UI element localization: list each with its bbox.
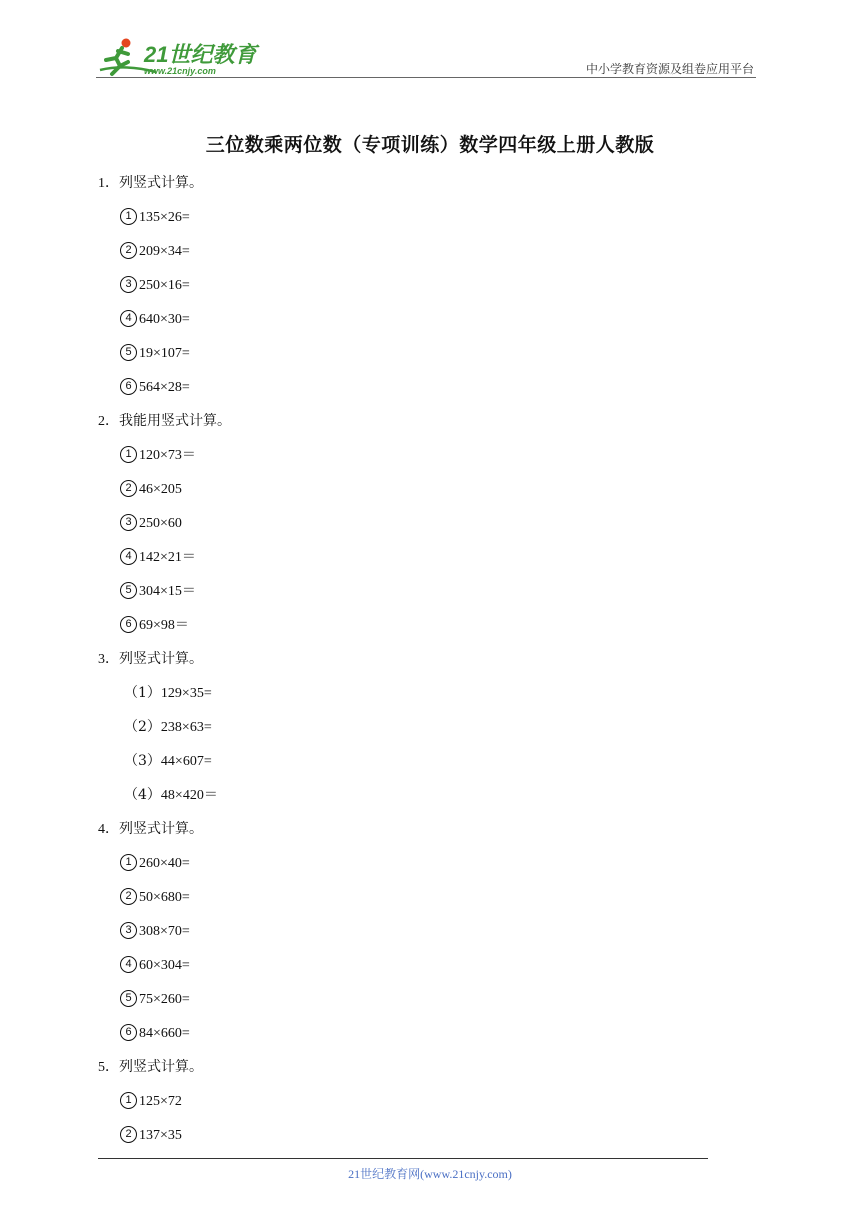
problem-item [98,783,718,817]
problem-expression: 209×34= [139,244,190,259]
problem-expression: 75×260= [139,992,190,1007]
footer-text: 21世纪教育网(www.21cnjy.com) [348,1167,512,1181]
question-heading [98,409,718,443]
problem-item [98,885,718,919]
question-prompt: 列竖式计算。 [119,175,203,191]
circled-number: 2 [120,888,137,905]
problem-expression: 84×660= [139,1026,190,1041]
question-heading [98,1055,718,1089]
circled-number: 5 [120,990,137,1007]
problem-expression: 308×70= [139,924,190,939]
circled-number: 5 [120,582,137,599]
circled-number: 2 [120,242,137,259]
problem-item [98,273,718,307]
problem-expression: 564×28= [139,380,190,395]
circled-number: 4 [120,956,137,973]
problem-item [98,341,718,375]
circled-number: 5 [120,344,137,361]
item-number: （4） [124,787,161,803]
problem-item [98,613,718,647]
problem-expression: 50×680= [139,890,190,905]
item-number: （1） [124,685,161,701]
problem-expression: 125×72 [139,1094,182,1109]
circled-number: 2 [120,1126,137,1143]
problem-item [98,477,718,511]
problem-expression: 238×63= [160,720,212,735]
problem-item [98,919,718,953]
circled-number: 1 [120,208,137,225]
footer-divider [98,1158,708,1159]
logo-url-text: www.21cnjy.com [144,66,216,76]
problem-item [98,953,718,987]
circled-number: 1 [120,446,137,463]
question-prompt: 我能用竖式计算。 [119,413,231,429]
question-number: 5． [98,1060,119,1075]
question-list [98,171,718,1157]
circled-number: 3 [120,514,137,531]
problem-expression: 135×26= [139,210,190,225]
question-number: 3． [98,652,119,667]
question-heading [98,817,718,851]
problem-item [98,1089,718,1123]
question-heading [98,171,718,205]
problem-item [98,579,718,613]
problem-expression: 640×30= [139,312,190,327]
header-divider [96,77,756,78]
problem-expression: 44×607= [160,754,212,769]
problem-item [98,307,718,341]
problem-expression: 60×304= [139,958,190,973]
problem-item [98,681,718,715]
problem-item [98,987,718,1021]
problem-expression: 250×60 [139,516,182,531]
problem-expression: 69×98＝ [139,618,189,633]
problem-expression: 250×16= [139,278,190,293]
problem-expression: 129×35= [160,686,212,701]
circled-number: 1 [120,1092,137,1109]
circled-number: 4 [120,310,137,327]
problem-expression: 260×40= [139,856,190,871]
problem-item [98,375,718,409]
problem-item [98,443,718,477]
circled-number: 6 [120,378,137,395]
document-title: 三位数乘两位数（专项训练）数学四年级上册人教版 [205,134,655,156]
header-tagline: 中小学教育资源及组卷应用平台 [585,62,754,76]
question-number: 4． [98,822,119,837]
question-number: 1． [98,176,119,191]
problem-expression: 142×21＝ [139,550,196,565]
question-prompt: 列竖式计算。 [119,651,203,667]
problem-expression: 304×15＝ [139,584,196,599]
circled-number: 6 [120,616,137,633]
circled-number: 4 [120,548,137,565]
problem-item [98,511,718,545]
item-number: （2） [124,719,161,735]
circled-number: 3 [120,276,137,293]
problem-expression: 46×205 [139,482,182,497]
logo-graphic [96,36,266,78]
problem-item [98,239,718,273]
circled-number: 6 [120,1024,137,1041]
circled-number: 3 [120,922,137,939]
circled-number: 1 [120,854,137,871]
question-number: 2． [98,414,119,429]
item-number: （3） [124,753,161,769]
problem-expression: 137×35 [139,1128,182,1143]
question-heading [98,647,718,681]
circled-number: 2 [120,480,137,497]
problem-expression: 120×73＝ [139,448,196,463]
site-logo [96,36,266,78]
problem-item [98,205,718,239]
problem-item [98,715,718,749]
problem-item [98,545,718,579]
problem-expression: 48×420＝ [160,788,218,803]
question-prompt: 列竖式计算。 [119,1059,203,1075]
problem-item [98,1123,718,1157]
problem-expression: 19×107= [139,346,190,361]
problem-item [98,851,718,885]
question-prompt: 列竖式计算。 [119,821,203,837]
problem-item [98,1021,718,1055]
problem-item [98,749,718,783]
logo-text: 21世纪教育 [144,42,257,67]
